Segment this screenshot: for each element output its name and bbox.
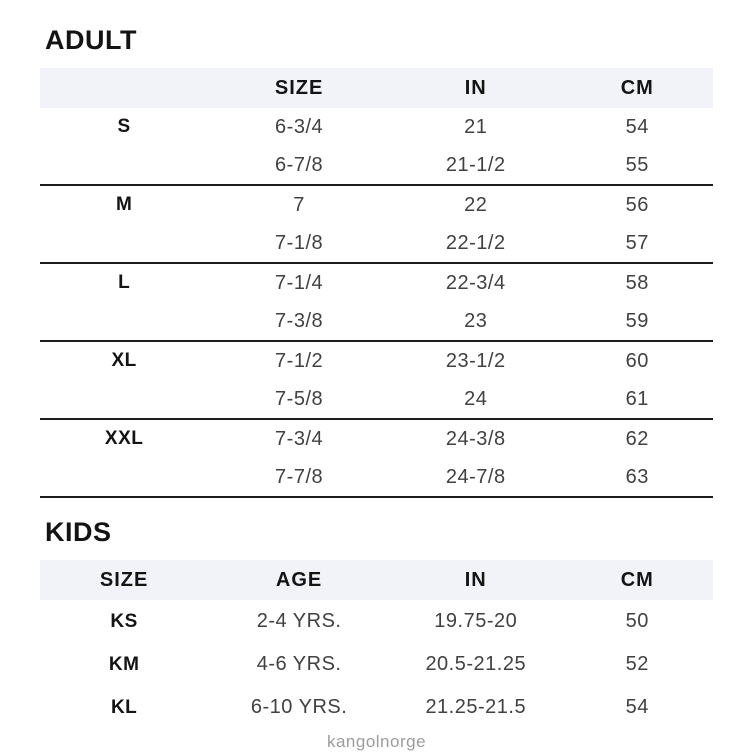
cm-cell: 58 bbox=[625, 271, 649, 294]
kids-header-age: AGE bbox=[275, 568, 323, 591]
cm-cell: 60 bbox=[625, 349, 649, 372]
adult-section-title: ADULT bbox=[45, 25, 137, 55]
adult-size-group-s bbox=[40, 108, 713, 186]
table-row bbox=[40, 643, 713, 686]
adult-size-group-xl bbox=[40, 342, 713, 420]
inches-cell: 23-1/2 bbox=[445, 349, 506, 372]
brand-watermark: kangolnorge bbox=[326, 732, 427, 751]
kids-header-in: IN bbox=[464, 568, 487, 591]
kids-header-cm: CM bbox=[620, 568, 654, 591]
hat-size-cell: 6-3/4 bbox=[275, 115, 324, 138]
cm-cell: 62 bbox=[625, 427, 649, 450]
adult-header-in: IN bbox=[464, 76, 487, 99]
table-row bbox=[40, 186, 713, 224]
table-row bbox=[40, 108, 713, 146]
table-row bbox=[40, 458, 713, 496]
adult-size-group-m bbox=[40, 186, 713, 264]
cm-cell: 55 bbox=[625, 153, 649, 176]
age-cell: 4-6 YRS. bbox=[256, 653, 342, 675]
inches-cell: 22-1/2 bbox=[445, 231, 506, 254]
inches-cell: 24-3/8 bbox=[445, 427, 506, 450]
inches-cell: 21.25-21.5 bbox=[425, 696, 527, 718]
size-label: KM bbox=[108, 653, 140, 675]
cm-cell: 57 bbox=[625, 231, 649, 254]
age-cell: 2-4 YRS. bbox=[256, 610, 342, 632]
adult-table-header-row bbox=[40, 68, 713, 108]
hat-size-cell: 7-1/4 bbox=[275, 271, 324, 294]
table-row bbox=[40, 264, 713, 302]
cm-cell: 54 bbox=[625, 115, 649, 138]
age-cell: 6-10 YRS. bbox=[250, 696, 348, 718]
table-row bbox=[40, 224, 713, 262]
cm-cell: 63 bbox=[625, 465, 649, 488]
inches-cell: 20.5-21.25 bbox=[425, 653, 527, 675]
kids-section-title: KIDS bbox=[45, 517, 112, 547]
hat-size-cell: 7-1/8 bbox=[275, 231, 324, 254]
inches-cell: 21 bbox=[464, 115, 488, 138]
size-label: XL bbox=[111, 350, 137, 371]
adult-size-group-l bbox=[40, 264, 713, 342]
inches-cell: 19.75-20 bbox=[434, 610, 518, 632]
size-label: L bbox=[118, 272, 131, 293]
kids-header-size: SIZE bbox=[99, 568, 149, 591]
size-label: XXL bbox=[104, 428, 144, 449]
table-row bbox=[40, 600, 713, 643]
inches-cell: 22 bbox=[464, 193, 488, 216]
size-label: KS bbox=[110, 610, 138, 632]
inches-cell: 23 bbox=[464, 309, 488, 332]
kids-table-header-row bbox=[40, 560, 713, 600]
cm-cell: 61 bbox=[625, 387, 649, 410]
cm-cell: 52 bbox=[625, 653, 649, 675]
hat-size-cell: 7-3/4 bbox=[275, 427, 324, 450]
hat-size-cell: 7-7/8 bbox=[275, 465, 324, 488]
inches-cell: 21-1/2 bbox=[445, 153, 506, 176]
kids-size-table bbox=[40, 560, 713, 729]
table-row bbox=[40, 686, 713, 729]
table-row bbox=[40, 302, 713, 340]
hat-size-cell: 6-7/8 bbox=[275, 153, 324, 176]
table-row bbox=[40, 420, 713, 458]
cm-cell: 50 bbox=[625, 610, 649, 632]
table-row bbox=[40, 380, 713, 418]
size-label: KL bbox=[110, 696, 138, 718]
adult-header-size: SIZE bbox=[274, 76, 324, 99]
inches-cell: 22-3/4 bbox=[445, 271, 506, 294]
hat-size-cell: 7-3/8 bbox=[275, 309, 324, 332]
cm-cell: 54 bbox=[625, 696, 649, 718]
cm-cell: 56 bbox=[625, 193, 649, 216]
inches-cell: 24 bbox=[464, 387, 488, 410]
size-label: M bbox=[115, 194, 133, 215]
hat-size-cell: 7-5/8 bbox=[275, 387, 324, 410]
cm-cell: 59 bbox=[625, 309, 649, 332]
table-row bbox=[40, 342, 713, 380]
adult-size-table bbox=[40, 68, 713, 498]
table-row bbox=[40, 146, 713, 184]
hat-size-cell: 7 bbox=[293, 193, 305, 216]
inches-cell: 24-7/8 bbox=[445, 465, 506, 488]
size-label: S bbox=[117, 116, 131, 137]
hat-size-cell: 7-1/2 bbox=[275, 349, 324, 372]
adult-size-group-xxl bbox=[40, 420, 713, 498]
adult-header-cm: CM bbox=[620, 76, 654, 99]
